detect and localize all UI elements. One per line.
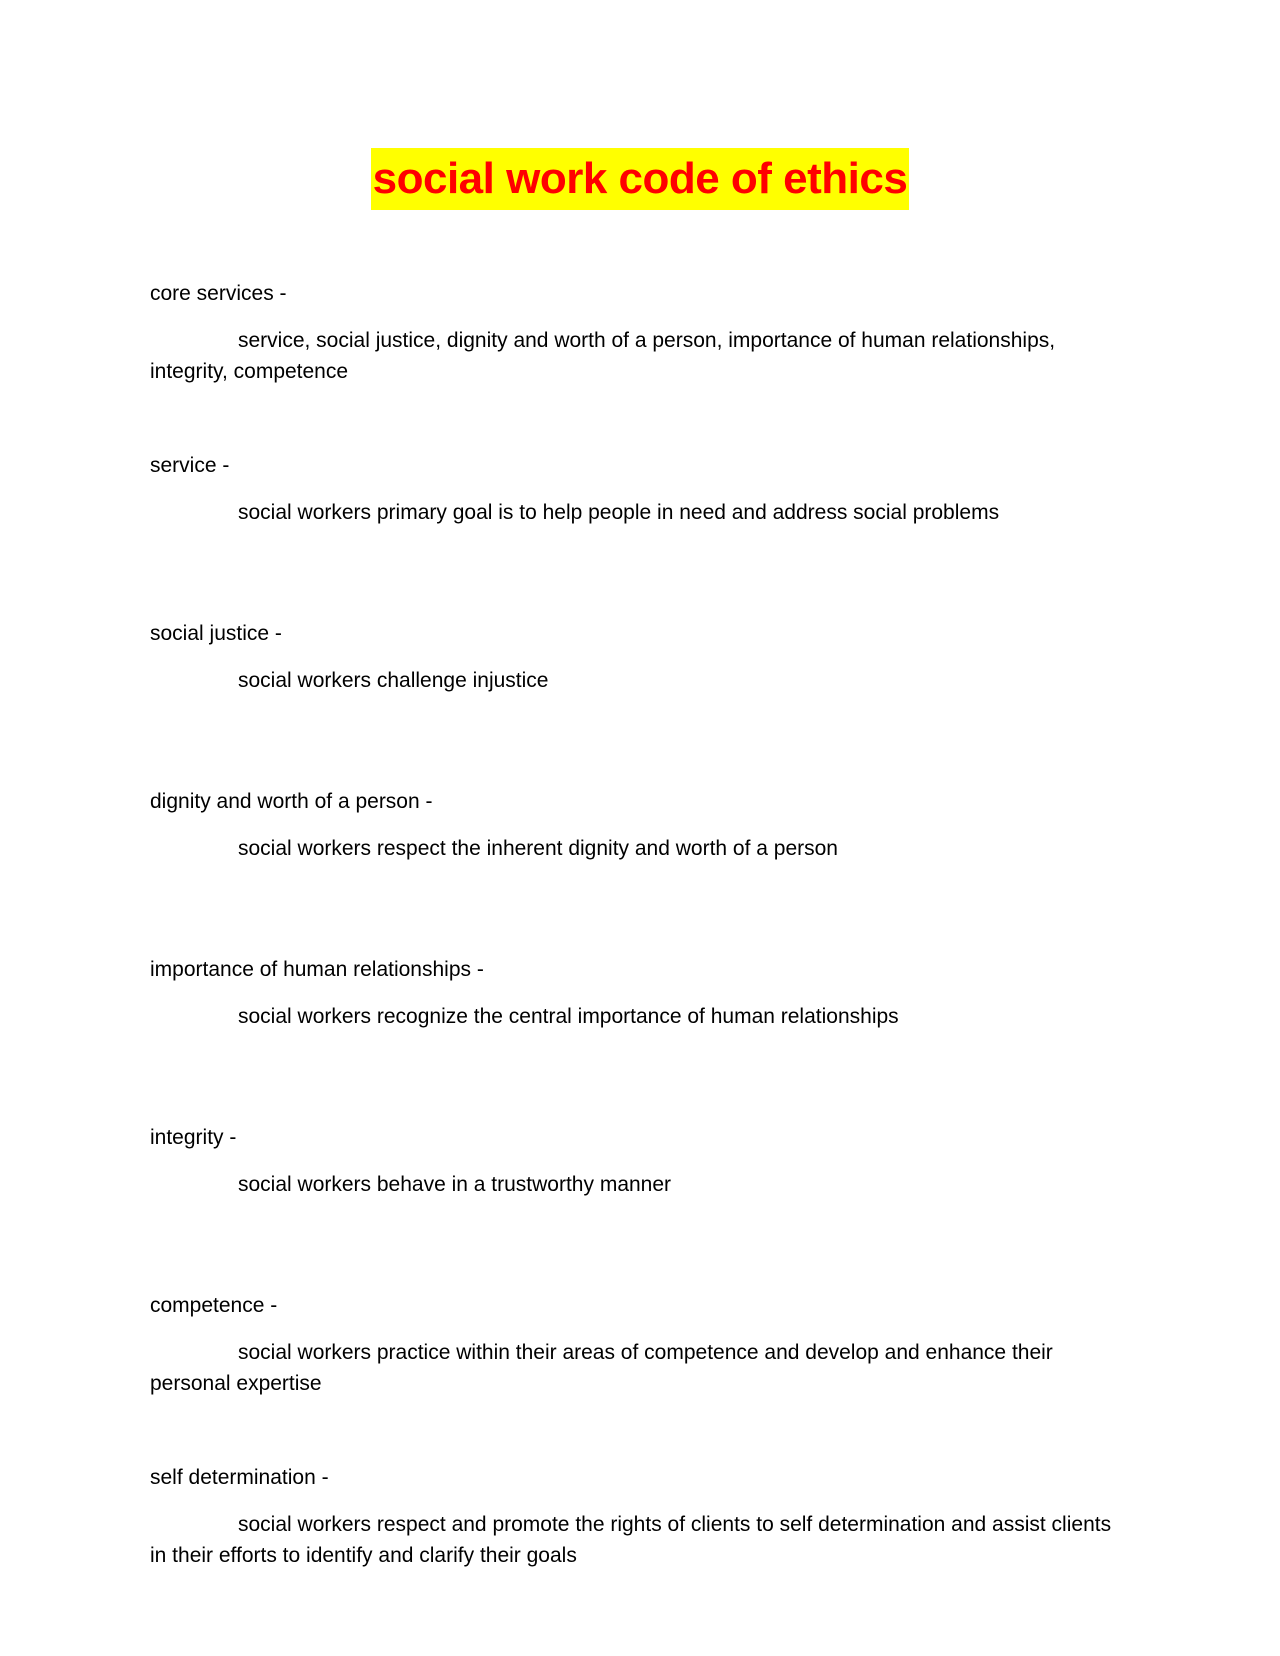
glossary-entry <box>150 786 1130 954</box>
glossary-term: importance of human relationships - <box>150 958 484 981</box>
glossary-term: social justice - <box>150 622 282 645</box>
glossary-entry <box>150 1290 1130 1462</box>
glossary-definition: social workers respect the inherent dignity and worth of a person <box>238 837 838 860</box>
glossary-term: service - <box>150 454 230 477</box>
glossary-term: competence - <box>150 1294 278 1317</box>
glossary-entry <box>150 278 1130 450</box>
glossary-entry <box>150 1122 1130 1290</box>
glossary-term: core services - <box>150 282 287 305</box>
glossary-definition: social workers practice within their areas of competence and develop and enhance their personal expertise <box>150 1341 1053 1395</box>
glossary-definition: social workers challenge injustice <box>238 669 549 692</box>
glossary-term: integrity - <box>150 1126 237 1149</box>
glossary-entry <box>150 618 1130 786</box>
glossary-entry <box>150 1462 1130 1634</box>
glossary-list <box>150 278 1130 1634</box>
glossary-entry <box>150 954 1130 1122</box>
glossary-definition: social workers primary goal is to help people in need and address social problems <box>238 501 1000 524</box>
page-title: social work code of ethics <box>371 148 910 210</box>
glossary-definition: social workers recognize the central importance of human relationships <box>238 1005 899 1028</box>
glossary-definition: social workers behave in a trustworthy manner <box>238 1173 672 1196</box>
glossary-term: self determination - <box>150 1466 329 1489</box>
title-container <box>0 148 1280 210</box>
glossary-definition: service, social justice, dignity and worth of a person, importance of human relationships, integrity, competence <box>150 329 1056 383</box>
glossary-term: dignity and worth of a person - <box>150 790 433 813</box>
glossary-entry <box>150 450 1130 618</box>
glossary-definition: social workers respect and promote the rights of clients to self determination and assist clients in their efforts to identify and clarify their goals <box>150 1513 1112 1567</box>
